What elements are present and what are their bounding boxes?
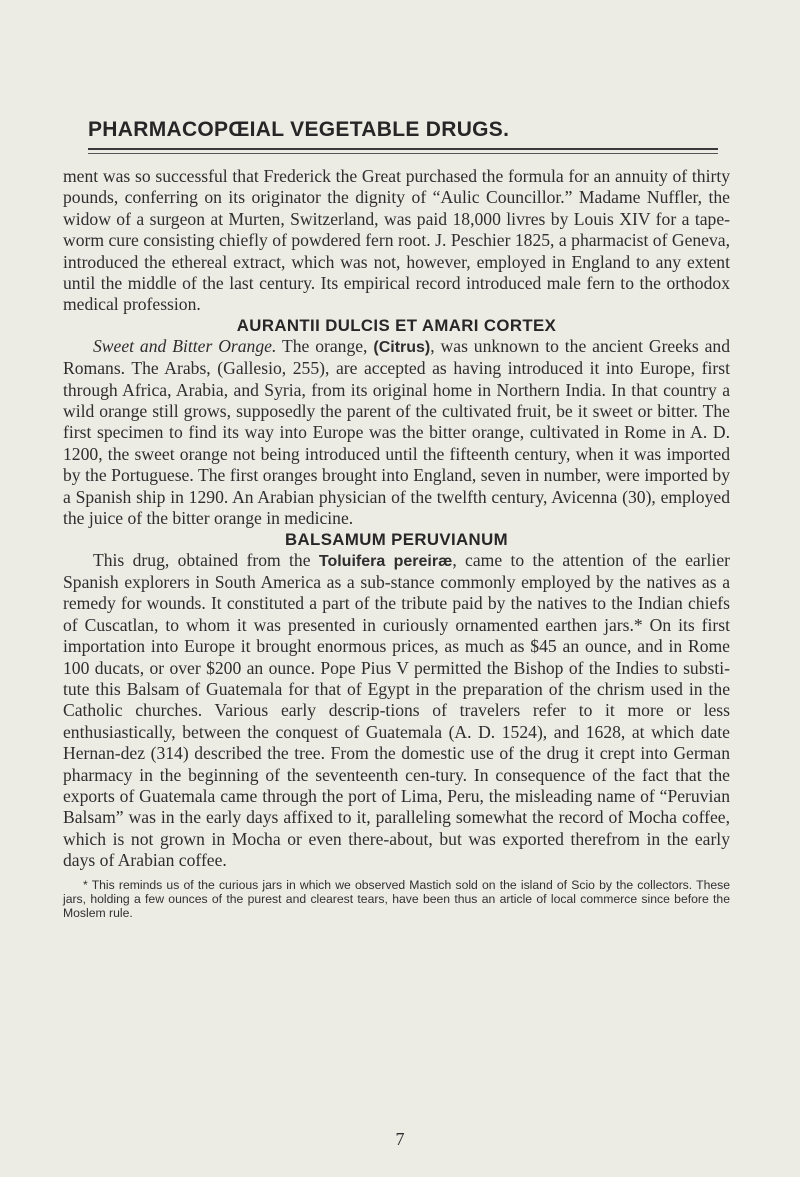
section-heading-aurantii: AURANTII DULCIS ET AMARI CORTEX <box>236 315 557 335</box>
section-heading-balsamum: BALSAMUM PERUVIANUM <box>285 529 508 549</box>
aurantii-paragraph <box>63 336 730 530</box>
body-text <box>63 166 730 920</box>
balsamum-text-start: This drug, obtained from the <box>93 549 319 570</box>
intro-paragraph: ment was so successful that Frederick the Great purchased the formula for an annuity of thirty pounds, conferring on its originator the dignity of “Aulic Councillor.” Madame Nuffler, the widow of a surgeon at Murten, Switzerland, was paid 18,000 livres by Louis XIV for a tape-worm cure consisting chiefly of powdered fern root. J. Peschier 1825, a pharmacist of Geneva, introduced the ethereal extract, which was not, however, employed in England to any extent until the middle of the last century. Its empirical record introduced male fern to the orthodox medical profession. <box>63 166 730 315</box>
balsamum-species: Toluifera pereiræ <box>318 552 453 570</box>
header-rule-thin <box>88 153 718 154</box>
aurantii-text-start: The orange, <box>276 335 374 356</box>
page-number: 7 <box>395 1129 405 1149</box>
running-title: PHARMACOPŒIAL VEGETABLE DRUGS. <box>88 118 510 141</box>
balsamum-text-rest: , came to the attention of the earlier Spanish explorers in South America as a sub-stance commonly employed by the natives as a remedy for wounds. It constituted a part of the tribute paid by the natives to the Indian chiefs of Cuscatlan, to whom it was presented in curiously ornamented earthen jars.* On its first importation into Europe it brought enormous prices, as much as $45 an ounce, and in Rome 100 ducats, or over $200 an ounce. Pope Pius V permitted the Bishop of the Indies to substi-tute this Balsam of Guatemala for that of Egypt in the preparation of the chrism used in the Catholic churches. Various early descrip-tions of travelers refer to it more or less enthusiastically, between the conquest of Guatemala (A. D. 1524), and 1628, at which date Hernan-dez (314) described the tree. From the domestic use of the drug it crept into German pharmacy in the beginning of the seventeenth cen-tury. In consequence of the fact that the exports of Guatemala came through the port of Lima, Peru, the misleading name of “Peruvian Balsam” was in the early days affixed to it, paralleling somewhat the record of Mocha coffee, which is not grown in Mocha or even there-about, but was exported therefrom in the early days of Arabian coffee. <box>63 549 730 871</box>
balsamum-paragraph <box>63 550 730 872</box>
aurantii-genus: (Citrus) <box>373 338 431 356</box>
aurantii-lead: Sweet and Bitter Orange. <box>93 335 277 356</box>
header-rule-thick <box>88 148 718 150</box>
aurantii-text-rest: , was unknown to the ancient Greeks and Romans. The Arabs, (Gallesio, 255), are accepted as having introduced it into Europe, first through Africa, Arabia, and Syria, from its original home in Northern India. In that country a wild orange still grows, supposedly the parent of the cultivated fruit, be it sweet or bitter. The first specimen to find its way into Europe was the bitter orange, cultivated in Rome in A. D. 1200, the sweet orange not being introduced until the fifteenth century, when it was imported by the Portuguese. The first oranges brought into England, seven in number, were imported by a Spanish ship in 1290. An Arabian physician of the twelfth century, Avicenna (30), employed the juice of the bitter orange in medicine. <box>63 335 730 529</box>
footnote: * This reminds us of the curious jars in which we observed Mastich sold on the island of Scio by the collectors. These jars, holding a few ounces of the purest and clearest tears, have been thus an article of local commerce since before the Moslem rule. <box>63 877 730 920</box>
